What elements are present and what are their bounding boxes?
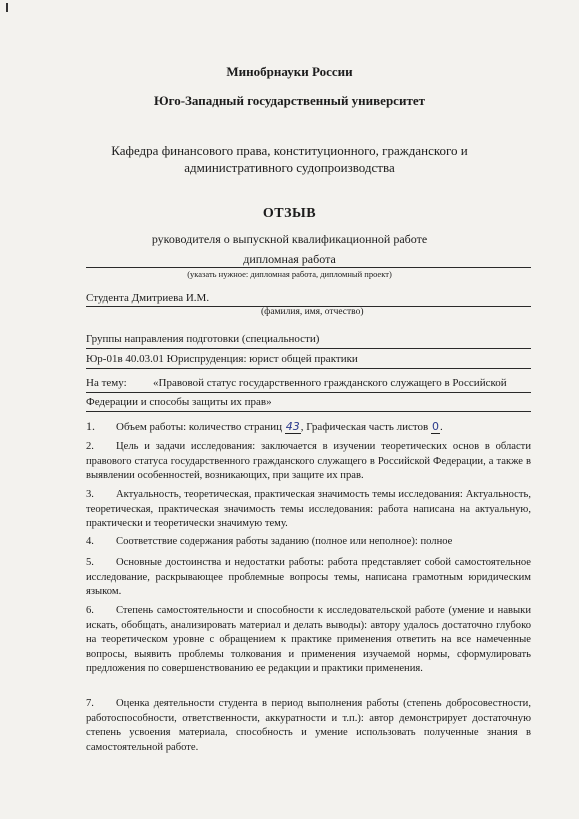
department-line-1: Кафедра финансового права, конституционного, гражданского и: [111, 143, 468, 158]
item-7-text: Оценка деятельности студента в период выполнения работы (степень добросовестности, работоспособности, ответственности, аккуратности и т.п.): автор демонстрирует достаточную степень усвоения материала, способность и умение использовать полученные знания в самостоятельной работе.: [86, 698, 531, 753]
topic-label: На тему:: [86, 377, 127, 389]
item-7: [86, 697, 531, 755]
ministry-heading: Минобрнауки России: [226, 64, 353, 79]
topic-underline-1: [86, 392, 531, 393]
group-label-underline: [86, 348, 531, 349]
department-line-2: административного судопроизводства: [184, 160, 395, 175]
item-3-text: Актуальность, теоретическая, практическая значимость темы исследования: Актуальность, теоретическая, практическая значимость темы исследования: работа написана на актуальную, практически и теоретически значимую тему.: [86, 489, 531, 530]
item-5-number: 5.: [86, 557, 94, 568]
item-5-text: Основные достоинства и недостатки работы: работа представляет собой самостоятельное исследование, раскрывающее проблемные вопросы темы, написана грамотным юридическим языком.: [86, 557, 531, 598]
student-hint: (фамилия, имя, отчество): [261, 307, 364, 317]
item-1: [86, 419, 443, 434]
item-7-number: 7.: [86, 698, 94, 709]
document-title: ОТЗЫВ: [262, 206, 317, 221]
student-name: Студента Дмитриева И.М.: [86, 292, 210, 304]
item-4-text: Соответствие содержания работы заданию (полное или неполное): полное: [116, 536, 453, 547]
topic-line-2: Федерации и способы защиты их прав»: [86, 396, 272, 408]
item-1-number: 1.: [86, 419, 95, 433]
item-3-number: 3.: [86, 489, 94, 500]
item-4-number: 4.: [86, 536, 94, 547]
item-2-text: Цель и задачи исследования: заключается в изучении теоретических основ в области правового статуса государственного гражданского служащего в Российской Федерации, а также в выявлении особенностей, возникающих, при защите их прав.: [86, 441, 531, 482]
item-2-number: 2.: [86, 441, 94, 452]
scan-mark: [6, 3, 8, 12]
university-heading: Юго-Западный государственный университет: [154, 93, 425, 108]
group-value: Юр-01в 40.03.01 Юриспруденция: юрист общей практики: [86, 353, 358, 365]
item-1-text-middle: , Графическая часть листов: [300, 421, 429, 433]
work-type-value: дипломная работа: [243, 252, 336, 266]
item-1-text-after: .: [440, 421, 443, 433]
topic-line-1: «Правовой статус государственного гражданского служащего в Российской: [153, 377, 507, 389]
item-3: [86, 488, 531, 532]
work-type-underline: [86, 267, 531, 268]
work-type-hint: (указать нужное: дипломная работа, дипломный проект): [187, 269, 392, 279]
item-1-pages-value: 43: [285, 420, 300, 433]
item-6-text: Степень самостоятельности и способности к исследовательской работе (умение и навыки искать, обобщать, анализировать материал и делать выводы): автору удалось достаточно глубоко на теоретическом уровне с обращением к практике применения ответить на все намеченные вопросы, выявить проблемы толкования и применения изучаемой нормы, сформулировать предложения по совершенствованию ее редакции и практики применения.: [86, 605, 531, 675]
item-1-text-before: Объем работы: количество страниц: [116, 421, 283, 433]
item-6: [86, 604, 531, 677]
item-2: [86, 440, 531, 484]
document-subtitle: руководителя о выпускной квалификационной работе: [151, 232, 428, 246]
item-4: [86, 535, 531, 550]
item-6-number: 6.: [86, 605, 94, 616]
group-value-underline: [86, 368, 531, 369]
item-5: [86, 556, 531, 600]
group-label: Группы направления подготовки (специальности): [86, 333, 320, 345]
topic-underline-2: [86, 411, 531, 412]
item-1-sheets-value: 0: [432, 420, 440, 433]
